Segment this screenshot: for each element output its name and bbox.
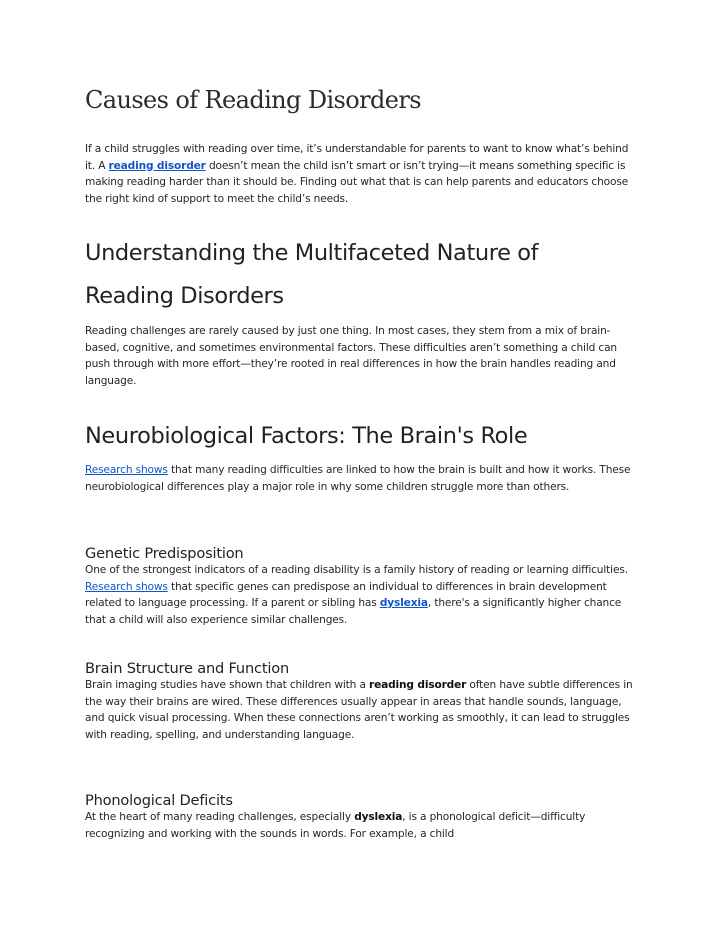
- phono-text-1: At the heart of many reading challenges, especially: [85, 811, 355, 823]
- brain-paragraph: [85, 677, 633, 743]
- research-shows-link-2[interactable]: Research shows: [85, 580, 168, 593]
- brain-text-1: Brain imaging studies have shown that children with a: [85, 679, 370, 691]
- reading-disorder-bold: reading disorder: [369, 679, 467, 691]
- page-title: Causes of Reading Disorders: [85, 86, 421, 114]
- genetic-text-3: , there's a significantly higher chance that a child will also experience similar challenges.: [85, 597, 622, 626]
- genetic-text-2: that specific genes can predispose an individual to differences in brain development related to language processing. If a parent or sibling has: [85, 580, 607, 610]
- intro-text-1: If a child struggles with reading over time, it’s understandable for parents to want to know what’s behind it. A: [85, 143, 629, 172]
- neuro-paragraph: [85, 462, 633, 495]
- intro-text-2: doesn’t mean the child isn’t smart or isn’t trying—it means something specific is making reading harder than it should be. Finding out what that is can help parents and educators choose the right kind of support to meet the child’s needs.: [85, 159, 629, 205]
- heading-brain-structure: Brain Structure and Function: [85, 660, 289, 677]
- heading-multifaceted: [85, 232, 645, 318]
- dyslexia-bold: dyslexia: [354, 811, 403, 823]
- genetic-text-1: One of the strongest indicators of a reading disability is a family history of reading or learning difficulties.: [85, 564, 628, 576]
- intro-paragraph: [85, 141, 633, 207]
- multifaceted-paragraph: Reading challenges are rarely caused by just one thing. In most cases, they stem from a mix of brain-based, cognitive, and sometimes environmental factors. These difficulties aren’t something a child can push through with more effort—they’re rooted in real differences in how the brain handles reading and language.: [85, 325, 617, 387]
- neuro-text: that many reading difficulties are linked to how the brain is built and how it works. These neurobiological differences play a major role in why some children struggle more than others.: [85, 464, 631, 493]
- phono-text-2: , is a phonological deficit—difficulty recognizing and working with the sounds in words. For example, a child: [85, 811, 586, 840]
- heading-genetic: Genetic Predisposition: [85, 545, 244, 562]
- heading-neurobiological: Neurobiological Factors: The Brain's Role: [85, 423, 528, 449]
- research-shows-link[interactable]: Research shows: [85, 464, 168, 476]
- genetic-paragraph: [85, 562, 633, 628]
- brain-text-2: often have subtle differences in the way their brains are wired. These differences usually appear in areas that handle sounds, language, and quick visual processing. When these connections aren’t working as smoothly, it can lead to struggles with reading, spelling, and understanding language.: [85, 679, 633, 741]
- heading-multifaceted-line-1: Understanding the Multifaceted Nature of: [85, 240, 539, 266]
- heading-multifaceted-line-2: Reading Disorders: [85, 283, 284, 309]
- reading-disorder-link[interactable]: reading disorder: [108, 159, 206, 172]
- dyslexia-link[interactable]: dyslexia: [379, 597, 428, 610]
- heading-phonological: Phonological Deficits: [85, 792, 233, 809]
- phonological-paragraph: [85, 809, 633, 842]
